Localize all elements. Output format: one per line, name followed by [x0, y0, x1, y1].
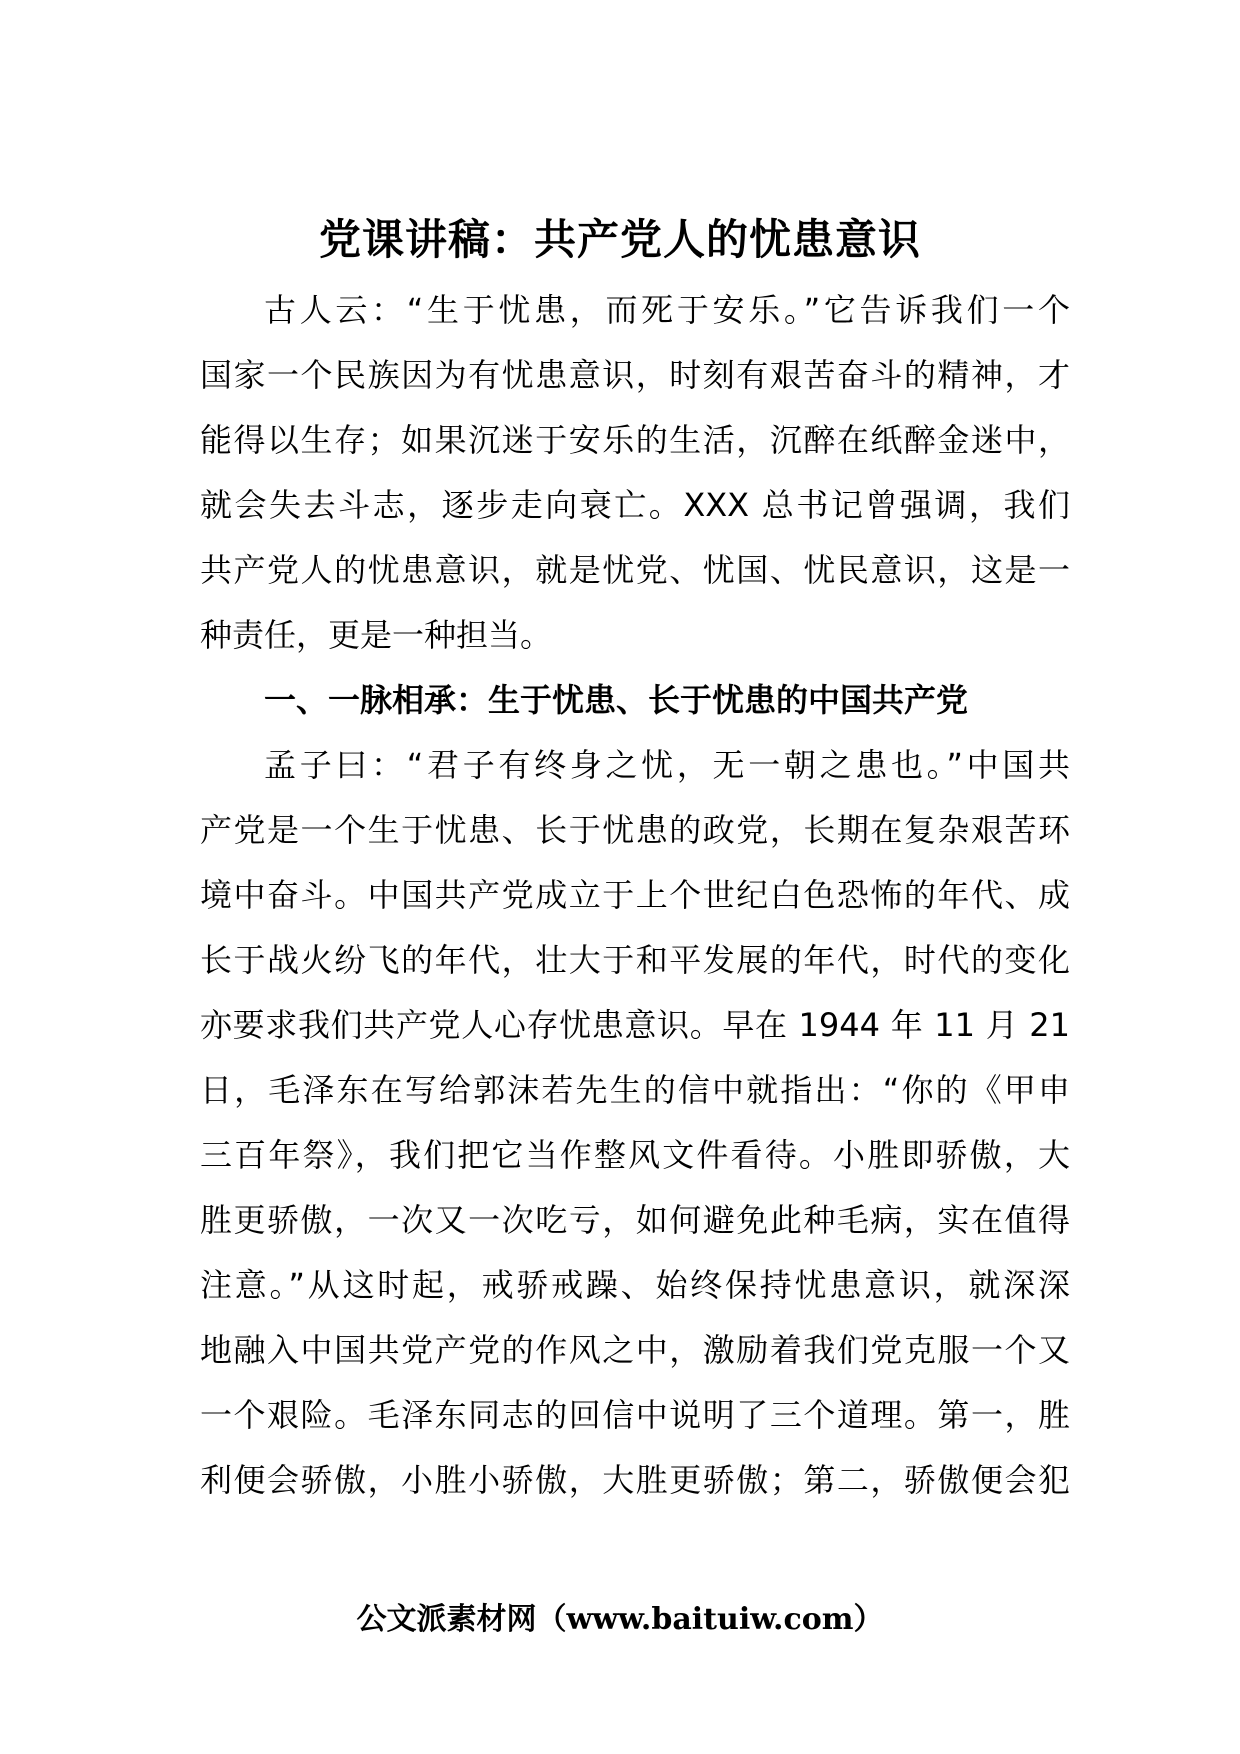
paragraph-line: 地融入中国共党产党的作风之中，激励着我们党克服一个又: [200, 1331, 1070, 1369]
paragraph-line: 境中奋斗。中国共产党成立于上个世纪白色恐怖的年代、成: [200, 876, 1070, 914]
paragraph-line: 产党是一个生于忧患、长于忧患的政党，长期在复杂艰苦环: [200, 811, 1070, 849]
paragraph-line: 注意。”从这时起，戒骄戒躁、始终保持忧患意识，就深深: [200, 1266, 1070, 1304]
document-body: [200, 278, 1070, 1513]
paragraph-line: 国家一个民族因为有忧患意识，时刻有艰苦奋斗的精神，才: [200, 356, 1070, 394]
paragraph-intro: [200, 278, 1070, 668]
paragraph-line: 种责任，更是一种担当。: [200, 616, 553, 654]
paragraph-line: 能得以生存；如果沉迷于安乐的生活，沉醉在纸醉金迷中，: [200, 421, 1070, 459]
paragraph-line: 长于战火纷飞的年代，壮大于和平发展的年代，时代的变化: [200, 941, 1070, 979]
paragraph-line: 亦要求我们共产党人心存忧患意识。早在 1944 年 11 月 21: [200, 1006, 1070, 1044]
paragraph-line: 古人云：“生于忧患，而死于安乐。”它告诉我们一个: [264, 291, 1070, 329]
paragraph-section-one: [200, 733, 1070, 1513]
paragraph-line: 孟子曰：“君子有终身之忧，无一朝之患也。”中国共: [264, 746, 1070, 784]
paragraph-line: 胜更骄傲，一次又一次吃亏，如何避免此种毛病，实在值得: [200, 1201, 1070, 1239]
paragraph-line: 一个艰险。毛泽东同志的回信中说明了三个道理。第一，胜: [200, 1396, 1070, 1434]
paragraph-line: 利便会骄傲，小胜小骄傲，大胜更骄傲；第二，骄傲便会犯: [200, 1461, 1070, 1499]
paragraph-line: 日，毛泽东在写给郭沫若先生的信中就指出：“你的《甲申: [200, 1071, 1070, 1109]
footer-source: 公文派素材网（www.baituiw.com）: [356, 1602, 884, 1637]
paragraph-line: 就会失去斗志，逐步走向衰亡。XXX 总书记曾强调，我们: [200, 486, 1070, 524]
section-heading: 一、一脉相承：生于忧患、长于忧患的中国共产党: [264, 681, 969, 719]
paragraph-line: 共产党人的忧患意识，就是忧党、忧国、忧民意识，这是一: [200, 551, 1070, 589]
paragraph-line: 三百年祭》，我们把它当作整风文件看待。小胜即骄傲，大: [200, 1136, 1070, 1174]
document-title: 党课讲稿：共产党人的忧患意识: [318, 215, 921, 264]
